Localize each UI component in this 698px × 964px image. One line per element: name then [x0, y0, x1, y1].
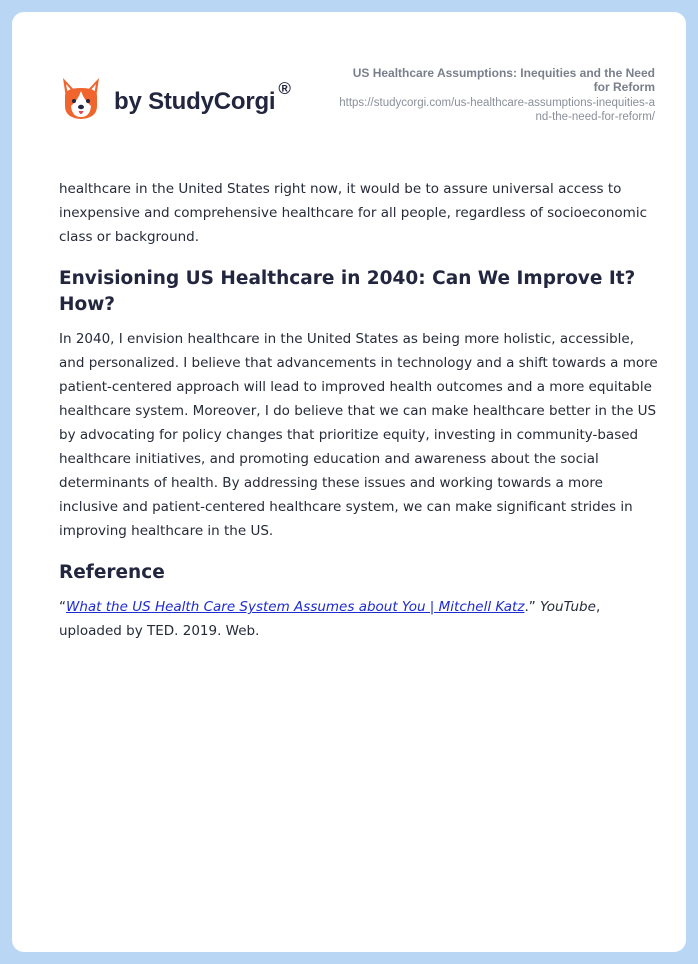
corgi-logo-icon: [60, 76, 102, 122]
close-quote: .”: [524, 599, 536, 615]
document-title: US Healthcare Assumptions: Inequities and the Need for Reform: [352, 66, 655, 94]
reference-details: , uploaded by TED. 2019. Web.: [59, 599, 601, 639]
article-content: [59, 177, 659, 643]
document-page: [12, 12, 686, 952]
reference-entry: [59, 595, 659, 643]
document-meta: [335, 66, 655, 124]
section-heading: Envisioning US Healthcare in 2040: Can We Improve It? How?: [59, 268, 636, 315]
open-quote: “: [59, 599, 66, 615]
section-paragraph: In 2040, I envision healthcare in the United States as being more holistic, accessible, and personalized. I believe that advancements in technology and a shift towards a more patient-centered approach will lead to improved health outcomes and a more equitable healthcare system. Moreover, I do believe that we can make healthcare better in the US by advocating for policy changes that prioritize equity, investing in community-based healthcare initiatives, and promoting education and awareness about the social determinants of health. By addressing these issues and working towards a more inclusive and patient-centered healthcare system, we can make significant strides in improving healthcare in the US.: [59, 331, 658, 539]
reference-source: YouTube: [540, 599, 596, 615]
registered-mark: ®: [278, 79, 291, 98]
reference-link[interactable]: What the US Health Care System Assumes about You | Mitchell Katz: [66, 599, 525, 615]
intro-paragraph: healthcare in the United States right now, it would be to assure universal access to inexpensive and comprehensive healthcare for all people, regardless of socioeconomic class or background.: [59, 181, 648, 245]
brand[interactable]: [60, 76, 291, 122]
brand-name: by StudyCorgi: [114, 88, 276, 115]
document-url[interactable]: https://studycorgi.com/us-healthcare-assumptions-inequities-and-the-need-for-reform/: [339, 97, 655, 123]
reference-heading: Reference: [59, 562, 165, 583]
